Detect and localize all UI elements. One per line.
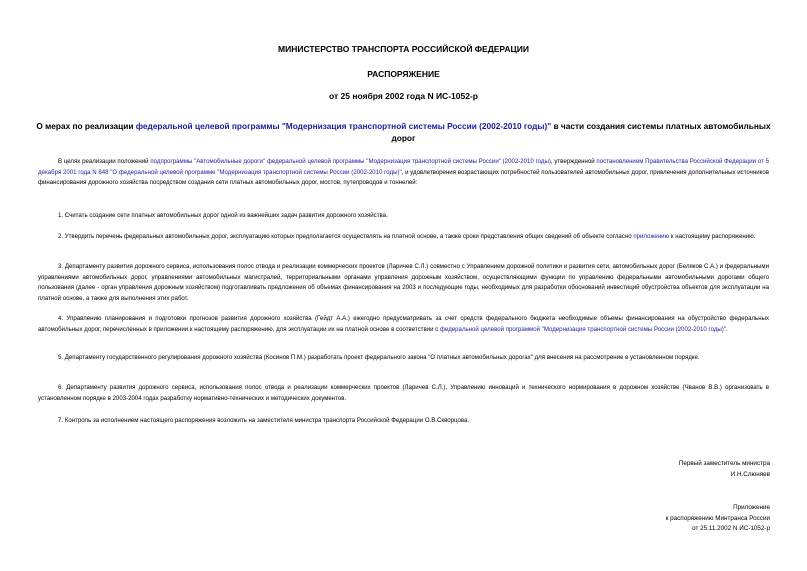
item-2-paragraph xyxy=(38,232,769,243)
ministry-heading: МИНИСТЕРСТВО ТРАНСПОРТА РОССИЙСКОЙ ФЕДЕРАЦИИ xyxy=(278,44,529,54)
item-4-paragraph xyxy=(38,314,769,335)
item-7-paragraph: 7. Контроль за исполнением настоящего распоряжения возложить на заместителя министра транспорта Российской Федерации О.В.Скворцова. xyxy=(58,417,470,424)
item-4-text-2: . xyxy=(725,325,728,333)
item-1-paragraph: 1. Считать создание сети платных автомобильных дорог одной из важнейших задач развития дорожного хозяйства. xyxy=(58,212,388,219)
item-5-paragraph: 5. Департаменту государственного регулирования дорожного хозяйства (Косинов П.М.) разработать проект федерального закона "О платных автомобильных дорогах" для внесения на рассмотрение в установленном порядке. xyxy=(58,354,700,361)
document-type-heading: РАСПОРЯЖЕНИЕ xyxy=(367,69,440,79)
intro-text-2: , утвержденной xyxy=(550,158,597,165)
intro-text-3: , и удовлетворения возрастающих потребностей пользователей автомобильных дорог, привлечения дополнительных источников финансирования дорожного хозяйства посредством создания сети платных автомобильных дорог, мостов, путепроводов и тоннелей: xyxy=(38,168,769,186)
signatory-position: Первый заместитель министра xyxy=(678,460,770,467)
title-text-start: О мерах по реализации xyxy=(36,121,136,131)
item-2-text-1: 2. Утвердить перечень федеральных автомобильных дорог, эксплуатацию которых предполагается осуществлять на платной основе, а также сроки представления общих сведений об объекте согласно xyxy=(58,233,634,240)
signatory-name: И.Н.Слюняев xyxy=(730,470,770,478)
appendix-block xyxy=(666,503,770,535)
federal-program-link[interactable]: федеральной целевой программой "Модернизация транспортной системы России (2002-2010 годы)" xyxy=(439,325,726,333)
subprogram-link[interactable]: подпрограммы "Автомобильные дороги" федеральной целевой программы "Модернизация транспортной системы России" (2002-2010 годы) xyxy=(150,158,551,165)
appendix-date: от 25.11.2002 N ИС-1052-р xyxy=(692,525,770,532)
appendix-reference: к распоряжению Минтранса России xyxy=(665,514,770,522)
item-3-paragraph: 3. Департаменту развития дорожного сервиса, использования полос отвода и реализации коммерческих проектов (Ларичев С.Л.) совместно с Управлением дорожной политики и развития сети, автомобильных дорог (Беляков С.А.) и федеральными управлениями автомобильных дорог, управлениями автомобильных магистралей, территориальными органами управления дорожным хозяйством, осуществляющими функции по управлению федеральными автомобильными дорогами общего пользования (далее - орган управления дорожным хозяйством) подготавливать предложения об объемах финансирования на 2003 и последующие годы, необходимых для разработки обоснований инвестиций обустройства объектов для эксплуатации на платной основе, а также для выполнения этих работ. xyxy=(38,263,769,302)
intro-text-1: В целях реализации положений xyxy=(58,158,151,165)
title-program-link[interactable]: федеральной целевой программы "Модернизация транспортной системы России (2002-2010 годы)" xyxy=(135,121,552,131)
document-title xyxy=(30,120,777,144)
item-4-text-1: 4. Управлению планирования и подготовки прогнозов развития дорожного хозяйства (Гейдт А.А.) ежегодно предусматривать за счет средств федерального бюджета необходимые объемы финансирования на обустройство федеральных автомобильных дорог, перечисленных в приложении к настоящему распоряжению, для эксплуатации их на платной основе в соответствии с xyxy=(38,315,769,333)
item-2-text-2: к настоящему распоряжению. xyxy=(669,233,756,240)
signature-block xyxy=(679,459,770,480)
document-date-number: от 25 ноября 2002 года N ИС-1052-р xyxy=(329,91,478,101)
appendix-label: Приложение xyxy=(733,504,770,511)
government-decree-link[interactable]: постановлением Правительства Российской Федерации от 5 декабря 2001 года N 848 "О федеральной целевой программе "Модернизация транспортной системы России (2002-2010 годы)" xyxy=(38,158,770,176)
item-6-paragraph: 6. Департаменту развития дорожного сервиса, использования полос отвода и реализации коммерческих проектов (Ларичев С.Л.), Управлению инноваций и технического нормирования в дорожном хозяйстве (Чванов В.В.) организовать в установленном порядке в 2003-2004 годах разработку нормативно-технических и методических документов. xyxy=(38,384,769,402)
title-text-end: в части создания системы платных автомобильных дорог xyxy=(391,121,771,143)
appendix-link[interactable]: приложению xyxy=(633,233,670,240)
intro-paragraph xyxy=(38,157,769,189)
